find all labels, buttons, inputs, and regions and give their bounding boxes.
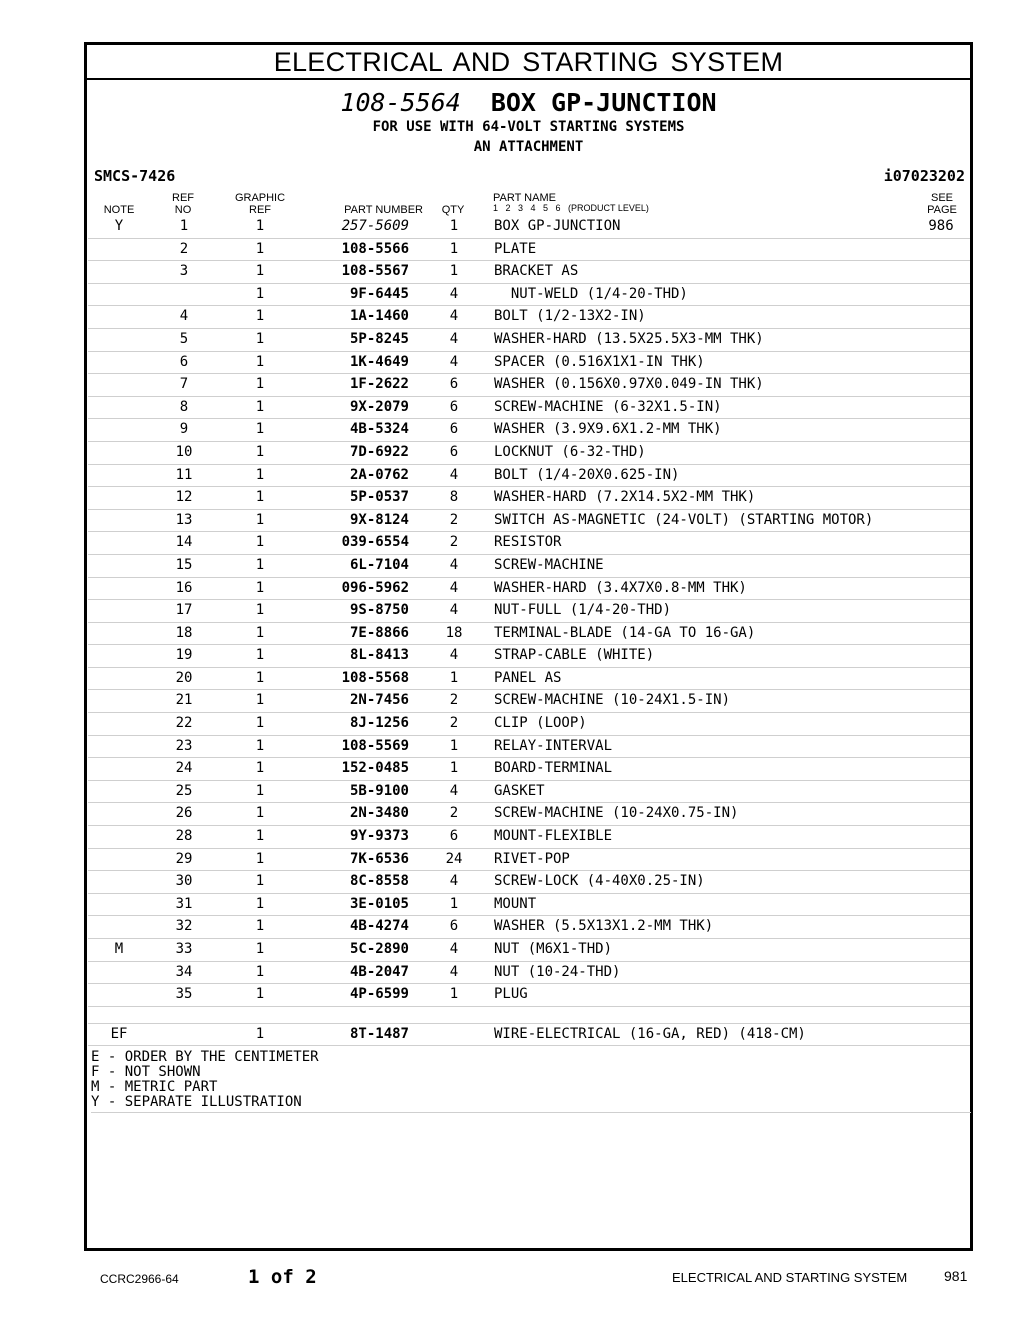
graphic-ref-cell: 1 [255,353,265,370]
notes-legend [91,1050,971,1113]
part-name-cell: WASHER-HARD (7.2X14.5X2-MM THK) [494,489,756,506]
qty-cell: 4 [449,579,459,596]
qty-cell: 18 [445,624,463,641]
group-heading [87,88,970,117]
part-name-cell: NUT (M6X1-THD) [494,941,613,957]
ref-no-cell: 33 [175,941,193,957]
part-name-cell: WIRE-ELECTRICAL (16-GA, RED) (418-CM) [494,1025,806,1042]
ref-no-cell: 28 [175,828,193,845]
qty-cell: 1 [449,986,459,1003]
ref-no-cell: 25 [175,782,193,799]
part-name-cell: BOX GP-JUNCTION [494,218,621,234]
qty-cell: 6 [449,918,459,935]
qty-cell: 6 [449,828,459,845]
ref-no-cell: 20 [175,669,193,686]
graphic-ref-cell: 1 [255,805,265,822]
part-name-cell: PLUG [494,986,528,1003]
ref-no-cell: 26 [175,805,193,822]
table-row [88,284,970,307]
qty-cell: 2 [449,511,459,528]
part-number-cell: 096-5962 [341,579,409,596]
ref-no-cell: 16 [175,579,193,596]
qty-cell: 1 [449,737,459,754]
qty-cell: 1 [449,895,459,912]
table-row [88,555,970,578]
part-name-cell: WASHER-HARD (3.4X7X0.8-MM THK) [494,579,747,596]
table-row [88,306,970,329]
graphic-ref-cell: 1 [255,421,265,438]
part-number-cell: 4P-6599 [349,986,409,1003]
table-row [88,261,970,284]
part-number-cell: 1F-2622 [349,376,409,393]
graphic-ref-cell: 1 [255,624,265,641]
table-row [88,826,970,849]
table-row [88,962,970,985]
qty-cell: 2 [449,805,459,822]
qty-cell: 6 [449,421,459,438]
qty-cell: 1 [449,218,459,234]
part-number-cell: 9Y-9373 [349,828,409,845]
graphic-ref-cell: 1 [255,782,265,799]
note-cell: EF [110,1025,128,1042]
part-number-cell: 8L-8413 [349,647,409,664]
col-ref-bottom: NO [174,204,192,216]
table-row [88,532,970,555]
graphic-ref-cell: 1 [255,918,265,935]
graphic-ref-cell: 1 [255,489,265,506]
table-row [88,442,970,465]
ref-no-cell: 7 [179,376,189,393]
col-product-levels: 1 2 3 4 5 6 (PRODUCT LEVEL) [493,203,649,213]
table-row [88,352,970,375]
ref-no-cell: 3 [179,263,189,280]
col-graphic-top: GRAPHIC [234,192,286,204]
qty-cell: 2 [449,692,459,709]
ref-no-cell: 31 [175,895,193,912]
ref-no-cell: 15 [175,556,193,573]
illustration-id: i07023202 [883,167,965,185]
part-name-cell: NUT-WELD (1/4-20-THD) [494,285,688,302]
table-row [88,781,970,804]
page-of-count: 1 of 2 [248,1266,317,1288]
ref-no-cell: 23 [175,737,193,754]
ref-no-cell: 14 [175,534,193,551]
graphic-ref-cell: 1 [255,218,265,234]
note-cell: Y [114,218,124,234]
ref-no-cell: 17 [175,602,193,619]
table-row [88,397,970,420]
group-part-number: 108-5564 [340,88,461,117]
part-name-cell: SPACER (0.516X1X1-IN THK) [494,353,705,370]
qty-cell: 1 [449,760,459,777]
qty-cell: 6 [449,443,459,460]
ref-no-cell: 1 [179,218,189,234]
table-row [88,871,970,894]
graphic-ref-cell: 1 [255,895,265,912]
table-row [88,916,970,939]
ref-no-cell: 24 [175,760,193,777]
part-number-cell: 108-5569 [341,737,409,754]
part-number-cell: 3E-0105 [349,895,409,912]
graphic-ref-cell: 1 [255,715,265,732]
table-row [88,668,970,691]
note-line: M - METRIC PART [91,1079,218,1095]
table-row [88,623,970,646]
graphic-ref-cell: 1 [255,398,265,415]
ref-no-cell: 6 [179,353,189,370]
part-number-cell: 1K-4649 [349,353,409,370]
ref-no-cell: 32 [175,918,193,935]
graphic-ref-cell: 1 [255,330,265,347]
graphic-ref-cell: 1 [255,850,265,867]
col-graphic-bottom: REF [249,204,271,216]
part-number-cell: 1A-1460 [349,308,409,325]
part-name-cell: NUT (10-24-THD) [494,963,621,980]
table-row [88,329,970,352]
note-line: Y - SEPARATE ILLUSTRATION [91,1094,302,1110]
ref-no-cell: 29 [175,850,193,867]
qty-cell: 4 [449,353,459,370]
graphic-ref-cell: 1 [255,760,265,777]
graphic-ref-cell: 1 [255,873,265,890]
ref-no-cell: 4 [179,308,189,325]
qty-cell: 6 [449,376,459,393]
table-row [88,1024,970,1047]
table-row [88,736,970,759]
part-name-cell: BOARD-TERMINAL [494,760,613,777]
part-name-cell: LOCKNUT (6-32-THD) [494,443,646,460]
part-number-cell: 8J-1256 [349,715,409,732]
table-row [88,758,970,781]
table-row [88,419,970,442]
section-title: ELECTRICAL AND STARTING SYSTEM [87,45,970,80]
graphic-ref-cell: 1 [255,579,265,596]
col-part-name: PART NAME [493,192,556,204]
part-name-cell: SCREW-LOCK (4-40X0.25-IN) [494,873,705,890]
qty-cell: 8 [449,489,459,506]
table-row [88,465,970,488]
graphic-ref-cell: 1 [255,466,265,483]
footer-section-name: ELECTRICAL AND STARTING SYSTEM [672,1270,908,1285]
qty-cell: 4 [449,782,459,799]
col-note: NOTE [103,204,135,216]
part-number-cell: 5B-9100 [349,782,409,799]
part-name-cell: WASHER (5.5X13X1.2-MM THK) [494,918,714,935]
graphic-ref-cell: 1 [255,669,265,686]
qty-cell: 4 [449,330,459,347]
table-row [88,600,970,623]
ref-no-cell: 8 [179,398,189,415]
qty-cell: 4 [449,466,459,483]
table-row [88,578,970,601]
footer-page-number: 981 [944,1268,968,1284]
table-row [88,510,970,533]
group-name: BOX GP-JUNCTION [490,88,717,117]
col-part-number: PART NUMBER [344,204,423,216]
ref-no-cell: 34 [175,963,193,980]
part-number-cell: 8C-8558 [349,873,409,890]
ref-no-cell: 11 [175,466,193,483]
part-number-cell: 2N-3480 [349,805,409,822]
part-number-cell: 9S-8750 [349,602,409,619]
part-number-cell: 7E-8866 [349,624,409,641]
part-name-cell: MOUNT-FLEXIBLE [494,828,613,845]
part-number-cell: 2A-0762 [349,466,409,483]
graphic-ref-cell: 1 [255,240,265,257]
graphic-ref-cell: 1 [255,376,265,393]
qty-cell: 1 [449,263,459,280]
part-number-cell: 152-0485 [341,760,409,777]
col-see-top: SEE [930,192,953,204]
qty-cell: 1 [449,240,459,257]
part-number-cell: 9F-6445 [349,285,409,302]
graphic-ref-cell: 1 [255,534,265,551]
graphic-ref-cell: 1 [255,602,265,619]
part-name-cell: STRAP-CABLE (WHITE) [494,647,655,664]
ref-no-cell: 30 [175,873,193,890]
ref-no-cell: 19 [175,647,193,664]
part-name-cell: SCREW-MACHINE [494,556,604,573]
part-name-cell: NUT-FULL (1/4-20-THD) [494,602,672,619]
table-row [88,216,970,239]
ref-no-cell: 21 [175,692,193,709]
part-name-cell: CLIP (LOOP) [494,715,587,732]
graphic-ref-cell: 1 [255,963,265,980]
part-name-cell: SCREW-MACHINE (6-32X1.5-IN) [494,398,722,415]
part-number-cell: 8T-1487 [349,1025,409,1042]
note-line: F - NOT SHOWN [91,1064,201,1080]
qty-cell: 4 [449,285,459,302]
col-see-bottom: PAGE [927,204,957,216]
part-number-cell: 4B-5324 [349,421,409,438]
part-name-cell: MOUNT [494,895,537,912]
table-row [88,939,970,962]
graphic-ref-cell: 1 [255,828,265,845]
col-ref-top: REF [172,192,194,204]
table-row [88,984,970,1007]
table-row [88,690,970,713]
note-cell: M [114,941,124,957]
qty-cell: 4 [449,602,459,619]
table-row [88,487,970,510]
part-number-cell: 2N-7456 [349,692,409,709]
ref-no-cell: 2 [179,240,189,257]
see-page-cell: 986 [928,218,954,234]
smcs-code: SMCS-7426 [94,167,176,185]
ref-no-cell: 12 [175,489,193,506]
part-name-cell: WASHER-HARD (13.5X25.5X3-MM THK) [494,330,764,347]
note-line: E - ORDER BY THE CENTIMETER [91,1049,319,1065]
part-number-cell: 257-5609 [341,218,409,234]
graphic-ref-cell: 1 [255,511,265,528]
graphic-ref-cell: 1 [255,737,265,754]
part-name-cell: SCREW-MACHINE (10-24X0.75-IN) [494,805,739,822]
document-code: CCRC2966-64 [100,1272,179,1286]
graphic-ref-cell: 1 [255,285,265,302]
graphic-ref-cell: 1 [255,443,265,460]
qty-cell: 4 [449,308,459,325]
part-number-cell: 108-5567 [341,263,409,280]
subtitle-usage: FOR USE WITH 64-VOLT STARTING SYSTEMS [372,119,685,135]
part-name-cell: RESISTOR [494,534,562,551]
subtitle-attachment: AN ATTACHMENT [473,139,584,155]
qty-cell: 4 [449,941,459,957]
ref-no-cell: 5 [179,330,189,347]
table-row [88,713,970,736]
part-number-cell: 4B-2047 [349,963,409,980]
ref-no-cell: 35 [175,986,193,1003]
graphic-ref-cell: 1 [255,692,265,709]
graphic-ref-cell: 1 [255,941,265,957]
part-number-cell: 7D-6922 [349,443,409,460]
ref-no-cell: 13 [175,511,193,528]
graphic-ref-cell: 1 [255,1025,265,1042]
part-number-cell: 108-5566 [341,240,409,257]
table-row [88,374,970,397]
ref-no-cell: 18 [175,624,193,641]
part-name-cell: RELAY-INTERVAL [494,737,613,754]
qty-cell: 4 [449,963,459,980]
ref-no-cell: 10 [175,443,193,460]
part-name-cell: SWITCH AS-MAGNETIC (24-VOLT) (STARTING MOTOR) [494,511,874,528]
qty-cell: 4 [449,647,459,664]
part-number-cell: 039-6554 [341,534,409,551]
table-row [88,849,970,872]
qty-cell: 4 [449,556,459,573]
ref-no-cell: 22 [175,715,193,732]
qty-cell: 4 [449,873,459,890]
part-number-cell: 9X-8124 [349,511,409,528]
part-number-cell: 9X-2079 [349,398,409,415]
qty-cell: 6 [449,398,459,415]
qty-cell: 1 [449,669,459,686]
part-name-cell: BOLT (1/4-20X0.625-IN) [494,466,680,483]
table-spacer-row [88,1007,970,1024]
graphic-ref-cell: 1 [255,986,265,1003]
qty-cell: 24 [445,850,463,867]
part-number-cell: 5C-2890 [349,941,409,957]
part-number-cell: 108-5568 [341,669,409,686]
parts-table [88,216,970,1046]
part-name-cell: SCREW-MACHINE (10-24X1.5-IN) [494,692,731,709]
part-name-cell: PANEL AS [494,669,562,686]
graphic-ref-cell: 1 [255,263,265,280]
qty-cell: 2 [449,715,459,732]
part-number-cell: 5P-8245 [349,330,409,347]
part-number-cell: 6L-7104 [349,556,409,573]
part-name-cell: BOLT (1/2-13X2-IN) [494,308,646,325]
part-name-cell: TERMINAL-BLADE (14-GA TO 16-GA) [494,624,756,641]
table-row [88,645,970,668]
qty-cell: 2 [449,534,459,551]
part-number-cell: 4B-4274 [349,918,409,935]
table-row [88,803,970,826]
graphic-ref-cell: 1 [255,308,265,325]
graphic-ref-cell: 1 [255,556,265,573]
part-number-cell: 5P-0537 [349,489,409,506]
ref-no-cell: 9 [179,421,189,438]
part-name-cell: WASHER (0.156X0.97X0.049-IN THK) [494,376,764,393]
part-name-cell: WASHER (3.9X9.6X1.2-MM THK) [494,421,722,438]
part-name-cell: GASKET [494,782,545,799]
col-qty: QTY [441,204,465,216]
part-name-cell: RIVET-POP [494,850,570,867]
table-row [88,894,970,917]
part-name-cell: PLATE [494,240,537,257]
part-name-cell: BRACKET AS [494,263,579,280]
parts-list-frame [84,42,973,1251]
table-row [88,239,970,262]
graphic-ref-cell: 1 [255,647,265,664]
part-number-cell: 7K-6536 [349,850,409,867]
